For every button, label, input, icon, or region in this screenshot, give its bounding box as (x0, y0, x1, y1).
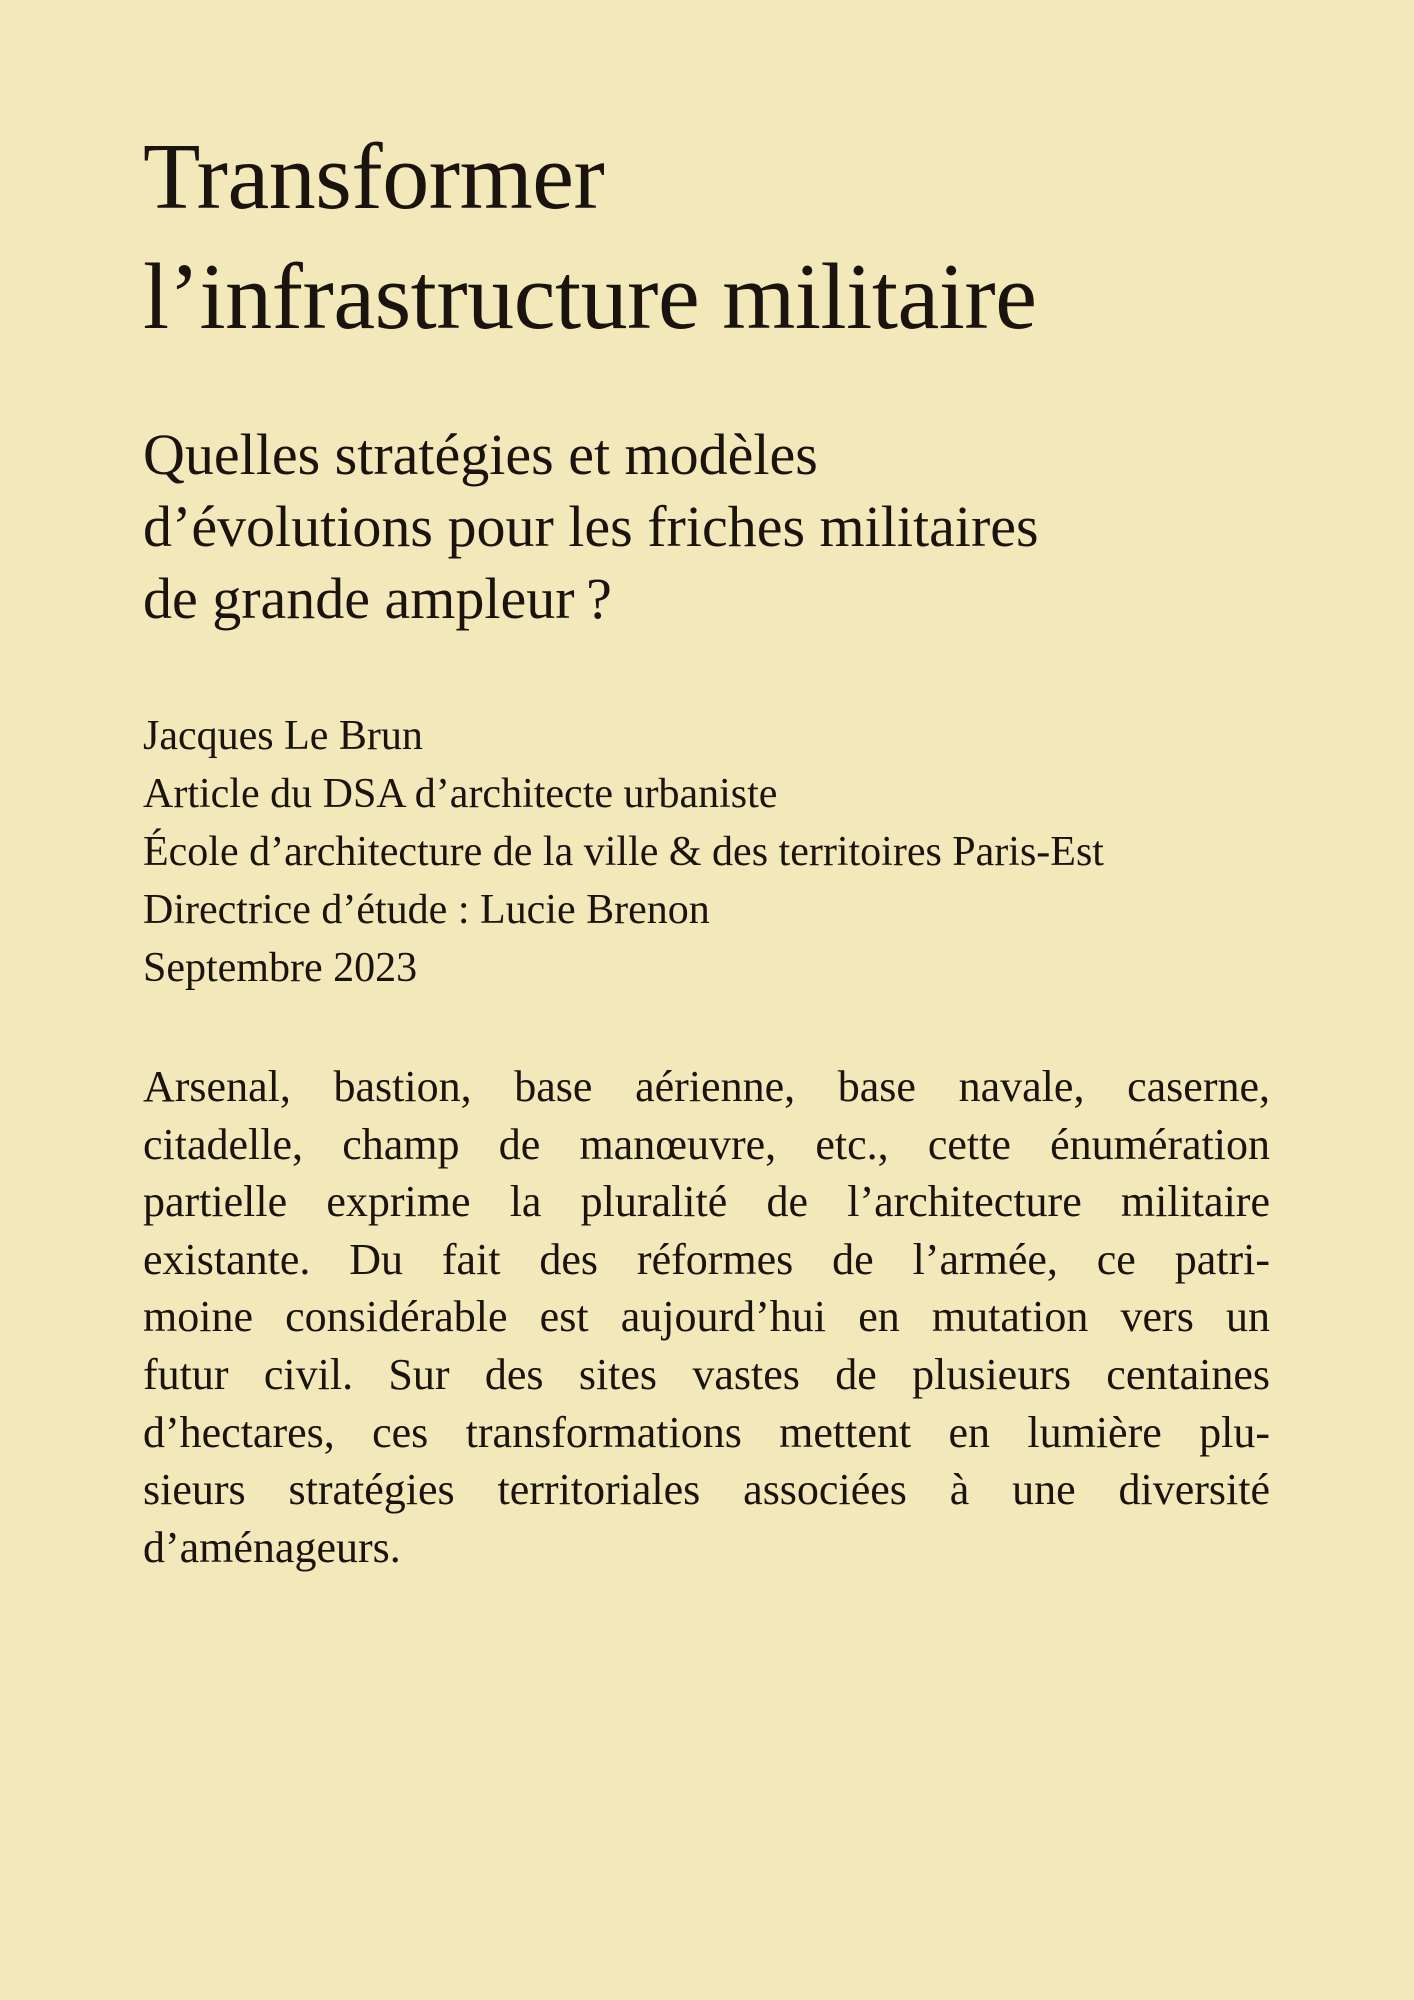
abstract-line: existante. Du fait des réformes de l’armée, ce patri- (143, 1234, 1270, 1284)
title-line-2: l’infrastructure militaire (143, 245, 1037, 349)
study-director: Directrice d’étude : Lucie Brenon (143, 887, 710, 933)
title-line-1: Transformer (143, 125, 605, 229)
abstract-paragraph (143, 1058, 1270, 1576)
article-title (143, 117, 1270, 357)
abstract-line: moine considérable est aujourd’hui en mutation vers un (143, 1292, 1270, 1342)
abstract-line: futur civil. Sur des sites vastes de plusieurs centaines (143, 1349, 1270, 1399)
subtitle-line-1: Quelles stratégies et modèles (143, 422, 818, 487)
publication-date: Septembre 2023 (143, 945, 418, 991)
byline-block (143, 707, 1270, 997)
abstract-line: partielle exprime la pluralité de l’architecture militaire (143, 1177, 1270, 1227)
abstract-line: d’aménageurs. (143, 1522, 401, 1572)
abstract-line: citadelle, champ de manœuvre, etc., cette énumération (143, 1119, 1270, 1169)
school-name: École d’architecture de la ville & des territoires Paris-Est (143, 829, 1104, 875)
abstract-line: sieurs stratégies territoriales associées à une diversité (143, 1465, 1270, 1515)
subtitle-line-3: de grande ampleur ? (143, 566, 612, 631)
subtitle-line-2: d’évolutions pour les friches militaires (143, 494, 1039, 559)
abstract-line: d’hectares, ces transformations mettent en lumière plu- (143, 1407, 1270, 1457)
author-name: Jacques Le Brun (143, 713, 423, 759)
article-type: Article du DSA d’architecte urbaniste (143, 771, 778, 817)
abstract-line: Arsenal, bastion, base aérienne, base navale, caserne, (143, 1062, 1270, 1111)
article-subtitle (143, 419, 1270, 635)
